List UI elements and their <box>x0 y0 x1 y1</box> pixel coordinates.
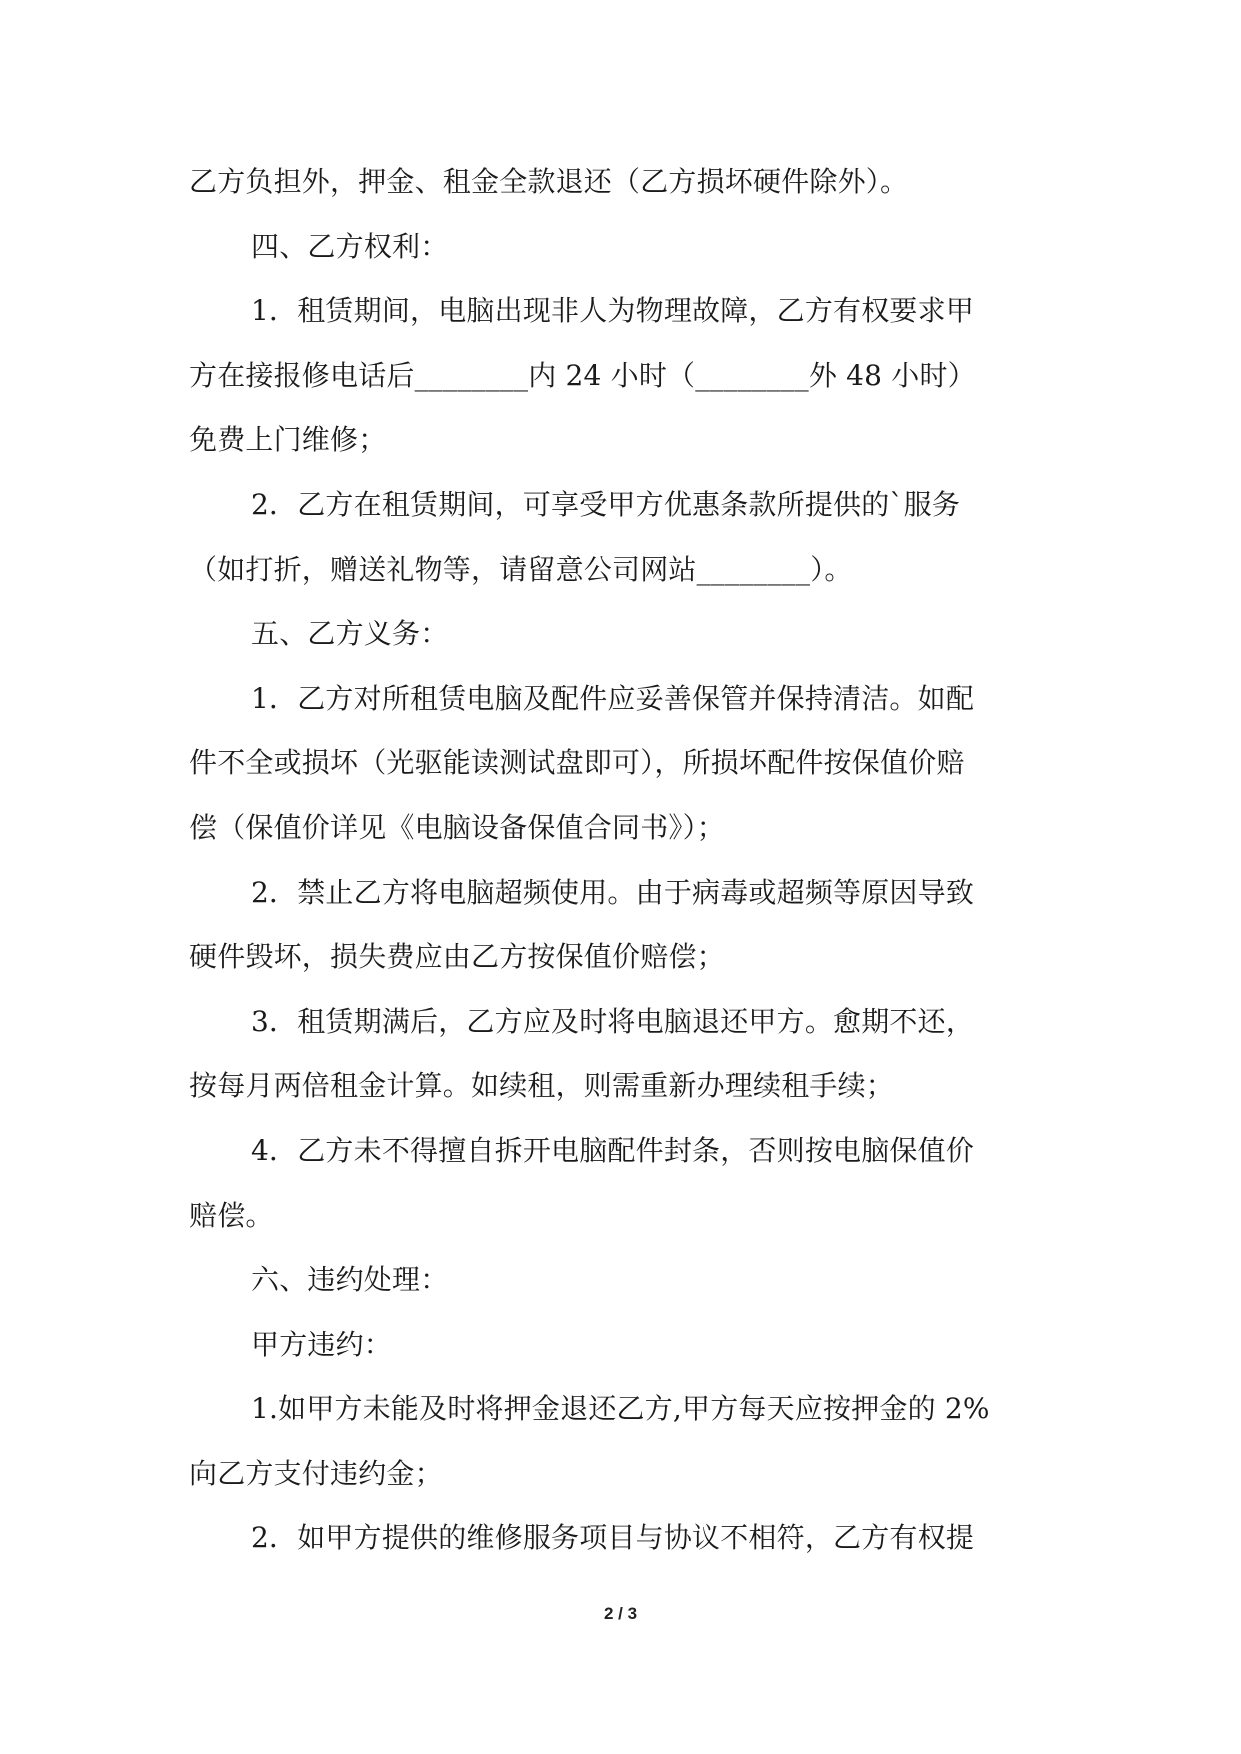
text-line: 方在接报修电话后________内 24 小时（________外 48 小时） <box>189 358 976 392</box>
subheading-party-a-breach: 甲方违约： <box>251 1327 393 1361</box>
text-line: 4．乙方未不得擅自拆开电脑配件封条，否则按电脑保值价 <box>251 1133 975 1167</box>
text-line: 1．租赁期间，电脑出现非人为物理故障，乙方有权要求甲 <box>251 294 975 328</box>
text-line: 1．乙方对所租赁电脑及配件应妥善保管并保持清洁。如配 <box>251 681 975 715</box>
text-line: 2．如甲方提供的维修服务项目与协议不相符，乙方有权提 <box>251 1521 975 1555</box>
text-line: 件不全或损坏（光驱能读测试盘即可），所损坏配件按保值价赔 <box>189 746 965 780</box>
text-line: 1.如甲方未能及时将押金退还乙方,甲方每天应按押金的 2% <box>251 1392 990 1426</box>
text-line: 乙方负担外，押金、租金全款退还（乙方损坏硬件除外）。 <box>189 165 909 198</box>
text-line: 赔偿。 <box>189 1198 274 1232</box>
text-line: 按每月两倍租金计算。如续租，则需重新办理续租手续； <box>189 1069 895 1103</box>
text-line: 2．乙方在租赁期间，可享受甲方优惠条款所提供的`服务 <box>251 487 961 521</box>
document-body <box>189 150 1057 1571</box>
section-heading-obligations: 五、乙方义务： <box>251 617 449 651</box>
section-heading-breach: 六、违约处理： <box>251 1263 449 1297</box>
text-line: （如打折，赠送礼物等，请留意公司网站________）。 <box>189 552 853 586</box>
page-number: 2 / 3 <box>603 1604 638 1623</box>
section-heading-rights: 四、乙方权利： <box>251 229 449 263</box>
text-line: 向乙方支付违约金； <box>189 1456 443 1490</box>
text-line: 2．禁止乙方将电脑超频使用。由于病毒或超频等原因导致 <box>251 875 975 909</box>
text-line: 免费上门维修； <box>189 423 387 457</box>
text-line: 3．租赁期满后，乙方应及时将电脑退还甲方。愈期不还， <box>251 1004 975 1038</box>
text-line: 偿（保值价详见《电脑设备保值合同书》）； <box>189 810 726 844</box>
text-line: 硬件毁坏，损失费应由乙方按保值价赔偿； <box>189 940 725 974</box>
